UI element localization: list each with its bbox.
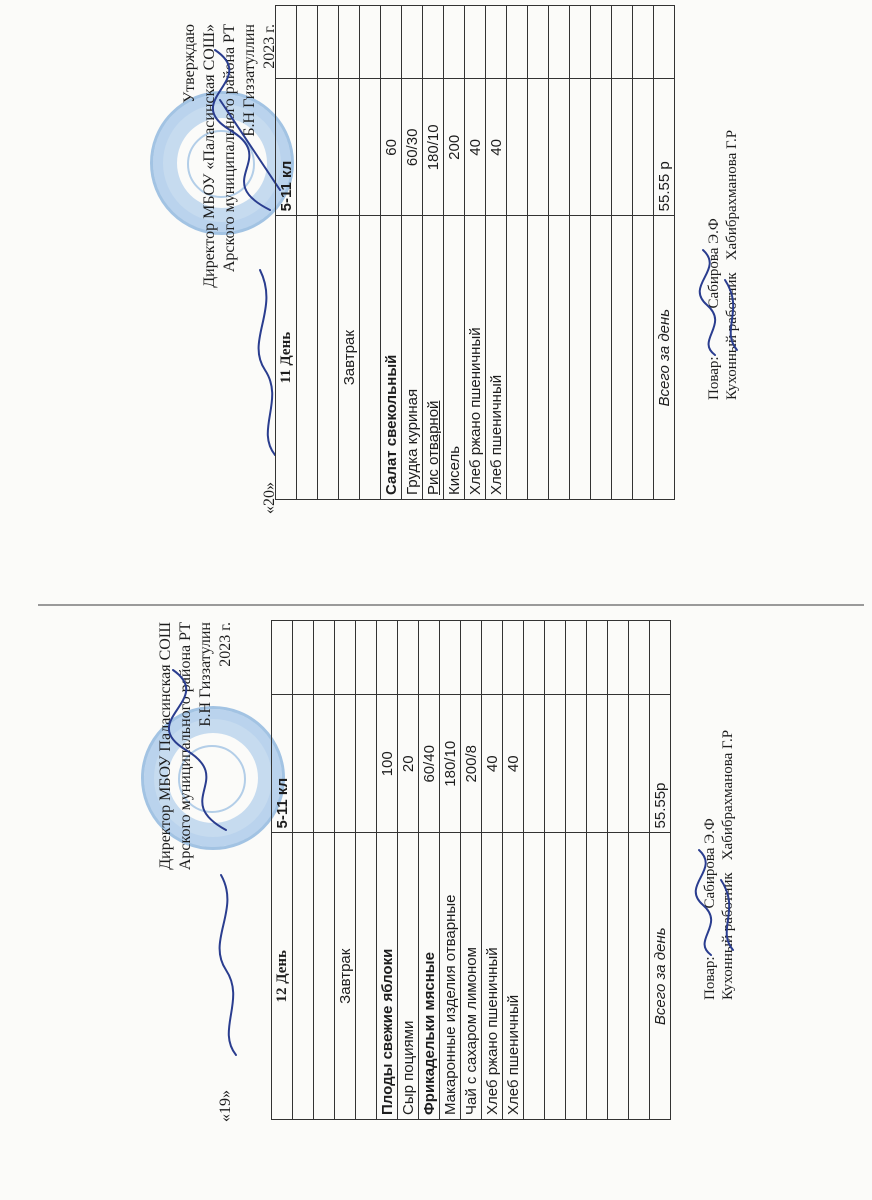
total-label: Всего за день [650,833,671,1120]
table-row: Рис отварной 180/10 [423,6,444,500]
approve-date-year: 2023 г. [261,24,278,69]
approve-signer: Б.Н Гиззатуллин [241,24,258,137]
total-value: 55.55 р [654,79,675,216]
table-grade-header: 5-11 кл [276,79,297,216]
menu-sheet-day-12 [156,610,856,1130]
page-fold-line [38,604,864,606]
table-row: Хлеб пшеничный 40 [503,621,524,1120]
table-row: Макаронные изделия отварные 180/10 [440,621,461,1120]
approve-date-year: 2023 г. [217,622,234,667]
kitchen-worker-label: Кухонный работник [724,272,740,400]
approve-district-line: Арского муниципального района РТ [221,24,238,273]
table-row: Чай с сахаром лимоном 200/8 [461,621,482,1120]
menu-table [275,5,675,500]
staff-signatures [695,240,745,360]
kitchen-worker-name: Хабибрахманова Г.Р [720,729,736,861]
cook-name: Сабирова Э.Ф [702,818,718,909]
meal-label: Завтрак [339,216,360,500]
table-row: Хлеб пшеничный 40 [486,6,507,500]
meal-label: Завтрак [335,833,356,1120]
approve-district-line: Арского муниципального района РТ [177,622,194,871]
table-row: Салат свекольный 60 [381,6,402,500]
table-row: Хлеб ржано пшеничный 40 [465,6,486,500]
total-row [650,621,671,1120]
table-day-header: 11 День [276,216,297,500]
kitchen-worker-label: Кухонный работник [720,872,736,1000]
approve-date-day: «19» [217,1090,234,1122]
table-row: Плоды свежие яблоки 100 [377,621,398,1120]
kitchen-worker-name: Хабибрахманова Г.Р [724,129,740,261]
table-row: Кисель 200 [444,6,465,500]
approve-signer: Б.Н Гиззатулин [197,622,214,727]
cook-label: Повар: [706,356,722,400]
date-month-handwriting [211,870,251,1060]
table-day-header: 12 День [272,833,293,1120]
director-signature [161,660,241,840]
table-grade-header: 5-11 кл [272,695,293,833]
table-row: Грудка куриная 60/30 [402,6,423,500]
menu-sheet-day-11 [180,20,870,520]
table-row: Фрикадельки мясные 60/40 [419,621,440,1120]
total-row [654,6,675,500]
approve-director-line: Директор МБОУ Паласинская СОШ [157,622,174,870]
table-row: Сыр поциями 20 [398,621,419,1120]
approve-director-line: Директор МБОУ «Паласинская СОШ» [201,24,218,288]
approve-title: Утверждаю [181,24,198,104]
menu-table [271,620,671,1120]
cook-name: Сабирова Э.Ф [706,218,722,309]
table-row: Хлеб ржано пшеничный 40 [482,621,503,1120]
total-label: Всего за день [654,216,675,500]
total-value: 55.55р [650,695,671,833]
cook-label: Повар: [702,956,718,1000]
approve-date-day: «20» [261,482,278,514]
staff-signatures [691,840,741,960]
